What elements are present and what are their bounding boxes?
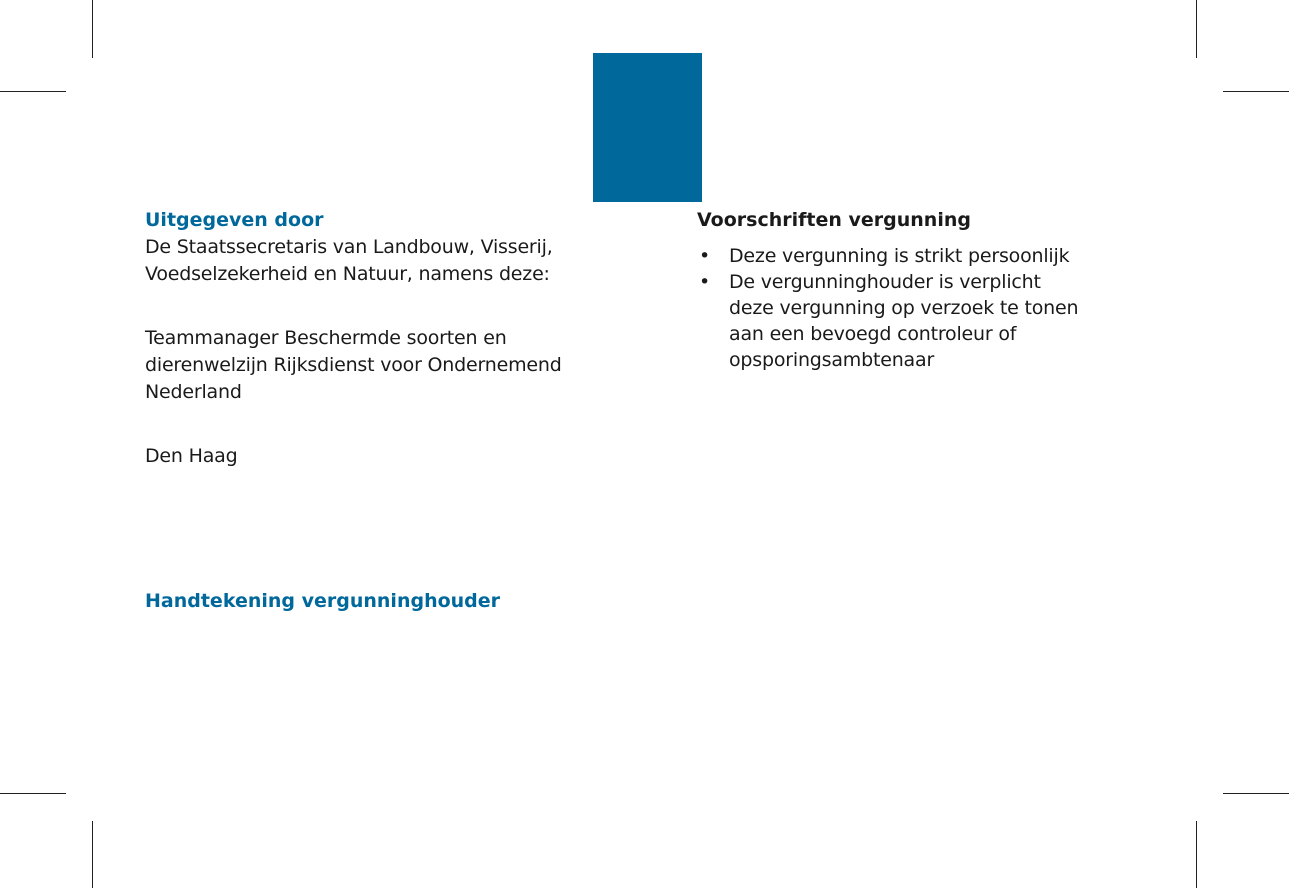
crop-mark-bottom-left-vertical — [92, 821, 93, 888]
issuing-authority: De Staatssecretaris van Landbouw, Visserij, Voedselzekerheid en Natuur, namens deze: — [145, 236, 553, 285]
rules-heading: Voorschriften vergunning — [697, 209, 971, 231]
crop-mark-bottom-right-vertical — [1196, 821, 1197, 888]
issuer-role: Teammanager Beschermde soorten en dierenwelzijn Rijksdienst voor Ondernemend Nederland — [145, 327, 562, 403]
issued-by-section — [145, 206, 585, 470]
crop-mark-top-right-vertical — [1196, 0, 1197, 58]
crop-mark-bottom-left-horizontal — [0, 793, 66, 794]
government-logo-ribbon — [593, 53, 702, 202]
rule-text: Deze vergunning is strikt persoonlijk — [729, 245, 1070, 267]
bullet-glyph: • — [699, 271, 711, 293]
rule-item — [697, 243, 1117, 269]
crop-mark-top-left-horizontal — [0, 91, 66, 92]
bullet-glyph: • — [699, 245, 711, 267]
rules-section — [697, 206, 1117, 373]
issue-place: Den Haag — [145, 445, 238, 467]
crop-mark-top-left-vertical — [92, 0, 93, 58]
issued-by-heading: Uitgegeven door — [145, 209, 324, 231]
crop-mark-bottom-right-horizontal — [1223, 793, 1289, 794]
rule-item — [697, 269, 1117, 373]
crop-mark-top-right-horizontal — [1223, 91, 1289, 92]
rule-text: De vergunninghouder is verplicht deze vergunning op verzoek te tonen aan een bevoegd controleur of opsporingsambtenaar — [729, 271, 1079, 371]
rules-list — [697, 243, 1117, 373]
signature-heading: Handtekening vergunninghouder — [145, 590, 501, 612]
